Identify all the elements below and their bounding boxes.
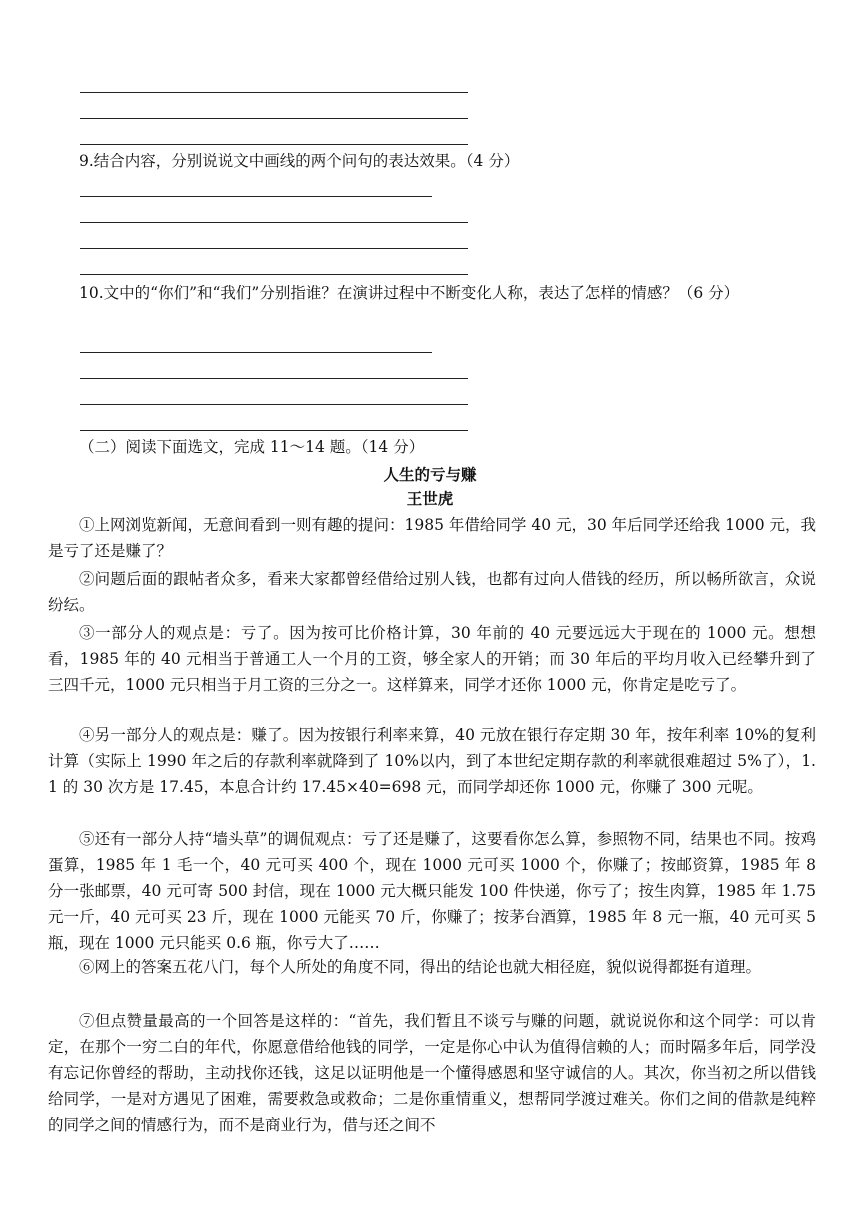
answer-line[interactable]	[80, 118, 468, 119]
answer-line[interactable]	[80, 430, 468, 431]
answer-line[interactable]	[80, 404, 468, 405]
answer-line[interactable]	[80, 248, 468, 249]
paragraph-4: ④另一部分人的观点是：赚了。因为按银行利率来算，40 元放在银行存定期 30 年，按年利率 10%的复利计算（实际上 1990 年之后的存款利率就降到了 10%以内，到了本世纪定期存款的利率就很难超过 5%了），1.1 的 30 次方是 17.45，本息合计约 17.45×40=698 元，而同学却还你 1000 元，你赚了 300 元呢。	[48, 726, 816, 796]
answer-line[interactable]	[80, 144, 468, 145]
paragraph-6: ⑥网上的答案五花八门，每个人所处的角度不同，得出的结论也就大相径庭，貌似说得都挺有道理。	[79, 958, 762, 976]
answer-line[interactable]	[80, 378, 468, 379]
answer-line[interactable]	[80, 196, 432, 197]
answer-line[interactable]	[80, 274, 468, 275]
paragraph-1: ①上网浏览新闻，无意间看到一则有趣的提问：1985 年借给同学 40 元，30 年后同学还给我 1000 元，我是亏了还是赚了？	[48, 516, 816, 560]
question-10: 10.文中的“你们”和“我们”分别指谁？在演讲过程中不断变化人称，表达了怎样的情感？（6 分）	[79, 284, 740, 302]
article-title: 人生的亏与赚	[383, 466, 477, 484]
paragraph-5: ⑤还有一部分人持“墙头草”的调侃观点：亏了还是赚了，这要看你怎么算，参照物不同，结果也不同。按鸡蛋算，1985 年 1 毛一个，40 元可买 400 个，现在 1000 元可买 1000 个，你赚了；按邮资算，1985 年 8 分一张邮票，40 元可寄 500 封信，现在 1000 元大概只能发 100 件快递，你亏了；按生肉算，1985 年 1.75 元一斤，40 元可买 23 斤，现在 1000 元能买 70 斤，你赚了；按茅台酒算，1985 年 8 元一瓶，40 元可买 5 瓶，现在 1000 元只能买 0.6 瓶，你亏大了……	[48, 830, 816, 952]
section-instruction: （二）阅读下面选文，完成 11～14 题。（14 分）	[79, 438, 425, 456]
question-9: 9.结合内容，分别说说文中画线的两个问句的表达效果。（4 分）	[79, 152, 520, 170]
paragraph-7: ⑦但点赞量最高的一个回答是这样的：“首先，我们暂且不谈亏与赚的问题，就说说你和这个同学：可以肯定，在那个一穷二白的年代，你愿意借给他钱的同学，一定是你心中认为值得信赖的人；而时隔多年后，同学没有忘记你曾经的帮助，主动找你还钱，这足以证明他是一个懂得感恩和坚守诚信的人。其次，你当初之所以借钱给同学，一是对方遇见了困难，需要救急或救命；二是你重情重义，想帮同学渡过难关。你们之间的借款是纯粹的同学之间的情感行为，而不是商业行为，借与还之间不	[48, 1012, 816, 1134]
article-author: 王世虎	[406, 490, 454, 508]
answer-line[interactable]	[80, 352, 432, 353]
answer-line[interactable]	[80, 222, 468, 223]
answer-line[interactable]	[80, 92, 468, 93]
paragraph-2: ②问题后面的跟帖者众多，看来大家都曾经借给过别人钱，也都有过向人借钱的经历，所以畅所欲言，众说纷纭。	[48, 570, 816, 614]
paragraph-3: ③一部分人的观点是：亏了。因为按可比价格计算，30 年前的 40 元要远远大于现在的 1000 元。想想看，1985 年的 40 元相当于普通工人一个月的工资，够全家人的开销；而 30 年后的平均月收入已经攀升到了三四千元，1000 元只相当于月工资的三分之一。这样算来，同学才还你 1000 元，你肯定是吃亏了。	[48, 624, 816, 694]
